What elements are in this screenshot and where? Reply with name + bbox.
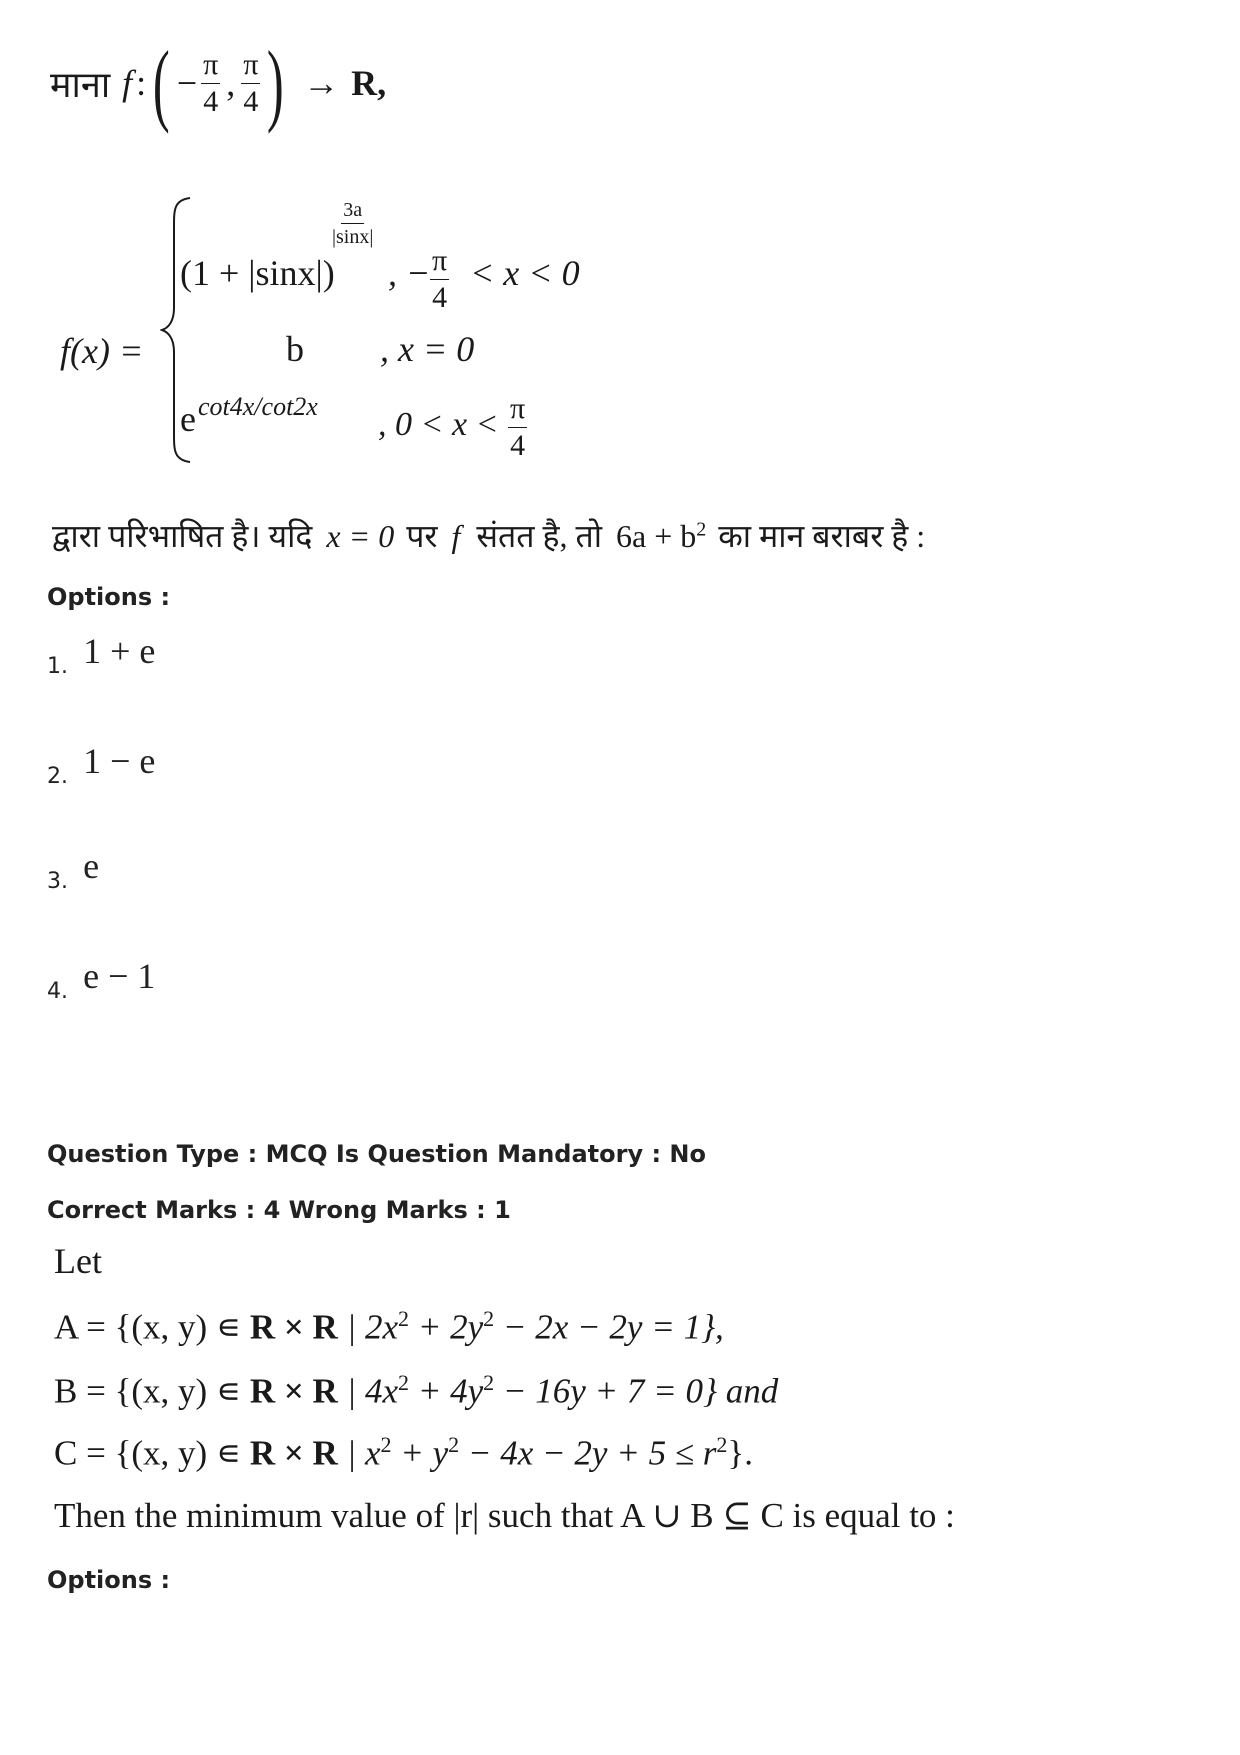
- q1-right-paren: ): [267, 32, 285, 134]
- q1-header-arrow: →: [303, 63, 340, 103]
- case3-base: e: [180, 399, 196, 439]
- q2-set-C: C = {(x, y) ∊ R × R | $x^2 + y^2 - 4x - 2y + 5 \le r^2$}.: [54, 1432, 753, 1473]
- q2-set-B: B = {(x, y) ∊ R × R | $4x^2 + 4y^2 - 16y + 7 = 0$} and: [54, 1370, 779, 1411]
- piecewise-lhs: f(x) =: [60, 331, 144, 371]
- q1-header-neg: −: [176, 63, 198, 103]
- q2-options-label: Options :: [47, 1566, 171, 1594]
- case1-condition-post: < x < 0: [470, 253, 580, 293]
- case2-condition: , x = 0: [380, 329, 475, 369]
- question-type-line: Question Type : MCQ Is Question Mandatory : No: [47, 1140, 706, 1168]
- q1-header-R: R,: [351, 63, 387, 103]
- case1-condition-frac: $\frac{\pi}{4}$: [432, 244, 448, 314]
- q1-option-1[interactable]: 1. 1 + e: [47, 631, 156, 679]
- case1-exponent: $\frac{3a}{|\sin x|}$: [332, 199, 374, 248]
- case3-exponent: cot4x/cot2x: [198, 392, 318, 421]
- q1-header-frac2: $\frac{\pi}{4}$: [243, 47, 259, 118]
- q1-option-4[interactable]: 4. e − 1: [47, 956, 156, 1004]
- case1-expression: (1 + |sinx|): [180, 253, 335, 293]
- q1-statement: द्वारा परिभाषित है। यदि x = 0 पर f संतत है, तो $6a + b^2$ का मान बराबर है :: [52, 518, 926, 554]
- q1-option-3[interactable]: 3. e: [47, 846, 100, 894]
- marks-line: Correct Marks : 4 Wrong Marks : 1: [47, 1196, 511, 1224]
- q1-header-f: f: [122, 63, 133, 103]
- q1-header-colon: :: [136, 63, 147, 103]
- q2-then-line: Then the minimum value of |r| such that A ∪ B ⊆ C is equal to :: [54, 1496, 955, 1535]
- q1-header-prefix: माना: [50, 64, 111, 105]
- case1-condition-pre: , −: [388, 253, 431, 293]
- case2-expression: b: [286, 329, 304, 369]
- q1-options-label: Options :: [47, 583, 171, 611]
- q2-let: Let: [54, 1241, 102, 1281]
- q2-set-A: A = {(x, y) ∊ R × R | $2x^2 + 2y^2 - 2x - 2y = 1$},: [54, 1306, 724, 1347]
- case3-condition-pre: , 0 < x <: [378, 406, 499, 443]
- q1-header-frac1: $\frac{\pi}{4}$: [203, 47, 219, 118]
- q1-header-comma: ,: [226, 63, 236, 103]
- piecewise-block: [0, 0, 1240, 480]
- q1-option-2[interactable]: 2. 1 − e: [47, 741, 156, 789]
- q1-left-paren: (: [153, 32, 170, 134]
- case3-condition-frac: $\frac{\pi}{4}$: [510, 392, 526, 462]
